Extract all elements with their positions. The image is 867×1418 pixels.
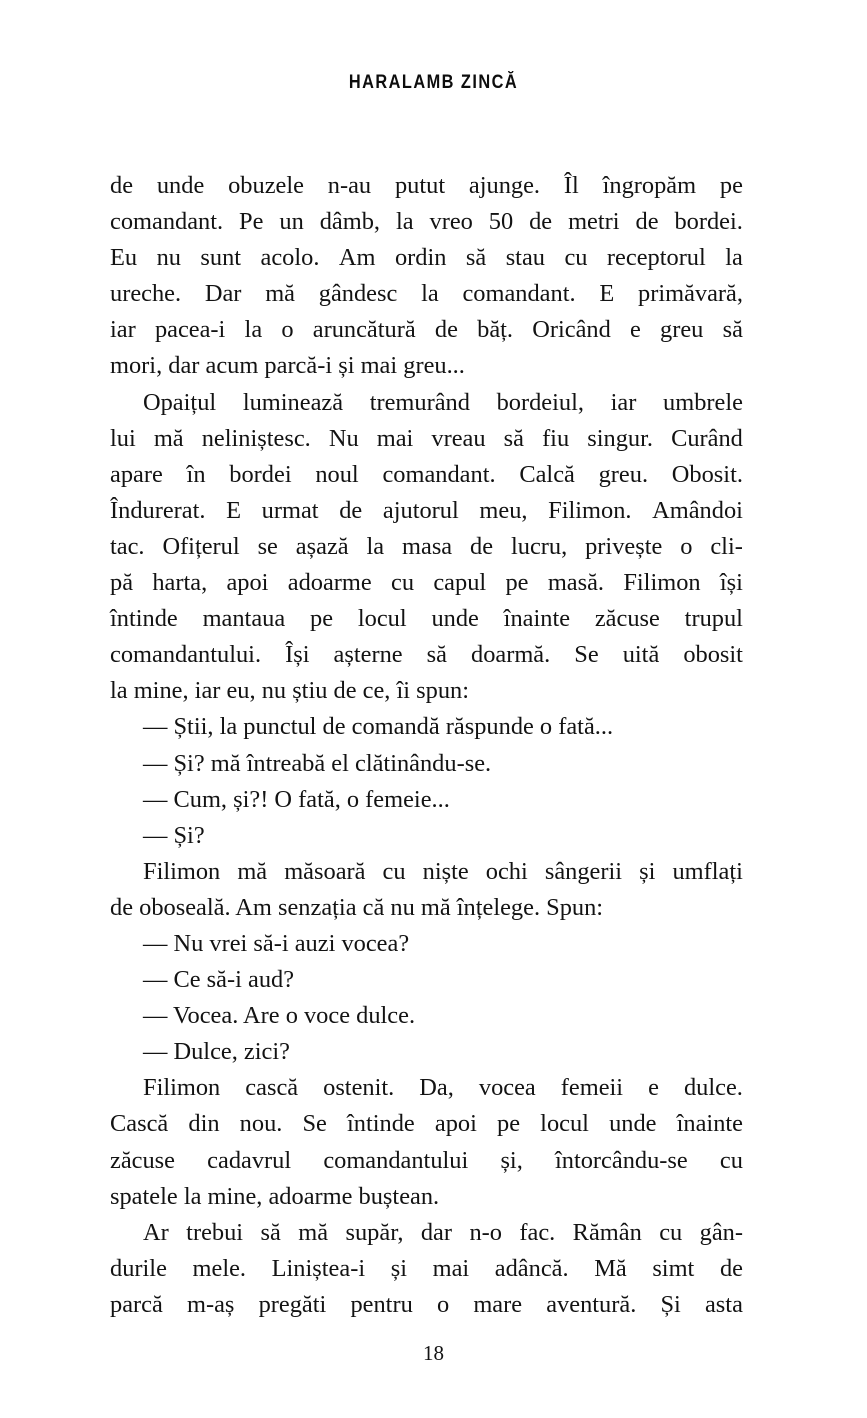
- text-line: [110, 854, 743, 890]
- word: singur.: [587, 424, 653, 452]
- word: gândesc: [318, 280, 398, 308]
- word: Rămân: [572, 1218, 642, 1246]
- text-line: [110, 457, 743, 493]
- word: să: [503, 424, 524, 452]
- dialogue-paragraph: [110, 998, 743, 1034]
- text-line: [110, 421, 743, 457]
- word: nu: [156, 244, 181, 272]
- word: de: [339, 496, 363, 524]
- narrative-paragraph: [110, 168, 743, 385]
- text-line: spatele la mine, adoarme buștean.: [110, 1182, 440, 1210]
- word: comandant.: [462, 280, 576, 308]
- word: doarmă.: [471, 641, 551, 669]
- word: Nu: [328, 424, 359, 452]
- word: obosit: [683, 641, 743, 669]
- word: iar: [610, 388, 637, 416]
- word: de: [635, 208, 659, 236]
- word: acolo.: [260, 244, 320, 272]
- word: mai: [432, 1254, 470, 1282]
- word: primăvară,: [638, 280, 743, 308]
- word: unde: [156, 172, 205, 199]
- word: apoi: [226, 569, 269, 597]
- running-header-author: HARALAMB ZINCĂ: [348, 72, 519, 93]
- word: pe: [497, 1110, 521, 1138]
- word: supăr,: [345, 1218, 404, 1246]
- dialogue-paragraph: [110, 709, 743, 745]
- word: Obosit.: [671, 460, 743, 488]
- word: Eu: [110, 244, 138, 272]
- word: vreo: [429, 208, 473, 236]
- word: Oricând: [532, 316, 611, 344]
- text-line: [110, 1070, 743, 1106]
- word: cli-: [710, 532, 743, 560]
- word: Cască: [110, 1110, 169, 1138]
- text-line: [110, 637, 743, 673]
- word: Ar: [143, 1218, 169, 1246]
- word: vreau: [431, 424, 486, 452]
- word: de: [470, 532, 494, 560]
- word: pe: [719, 172, 743, 199]
- word: greu.: [598, 460, 649, 488]
- word: putut: [394, 172, 446, 199]
- text-line: [110, 385, 743, 421]
- word: mă: [265, 280, 295, 308]
- dialogue-paragraph: [110, 962, 743, 998]
- word: unde: [431, 605, 479, 633]
- word: Pe: [239, 208, 264, 236]
- word: ostenit.: [323, 1074, 395, 1102]
- narrative-paragraph: [110, 385, 743, 710]
- text-line: la mine, iar eu, nu știu de ce, îi spun:: [110, 677, 469, 705]
- word: la: [395, 208, 414, 236]
- word: masa: [402, 532, 453, 560]
- word: dâmb,: [319, 208, 381, 236]
- word: Filimon.: [548, 496, 632, 524]
- word: aventură.: [546, 1290, 637, 1318]
- text-line: [110, 240, 743, 276]
- word: dulce.: [683, 1074, 743, 1102]
- word: băț.: [477, 316, 514, 344]
- word: să: [426, 641, 447, 669]
- word: înainte: [676, 1110, 743, 1138]
- word: pregăti: [258, 1290, 327, 1318]
- word: niște: [422, 857, 469, 885]
- word: comandant.: [110, 208, 224, 236]
- word: bordeiul,: [496, 388, 584, 416]
- word: stau: [505, 244, 545, 272]
- word: întorcându-se: [554, 1146, 688, 1174]
- text-line: [110, 1287, 743, 1323]
- text-line: de oboseală. Am senzația că nu mă înțelege. Spun:: [110, 893, 604, 921]
- word: n-o: [469, 1218, 502, 1246]
- word: durile: [110, 1254, 167, 1282]
- word: de: [110, 172, 134, 199]
- text-line: — Nu vrei să-i auzi vocea?: [143, 929, 410, 957]
- narrative-paragraph: [110, 1070, 743, 1214]
- word: își: [719, 569, 743, 597]
- word: îngropăm: [602, 172, 697, 199]
- word: e: [630, 316, 641, 344]
- text-line: — Dulce, zici?: [143, 1038, 290, 1066]
- word: mantaua: [202, 605, 286, 633]
- word: de: [434, 316, 458, 344]
- dialogue-paragraph: [110, 746, 743, 782]
- word: Se: [574, 641, 599, 669]
- word: metri: [568, 208, 620, 236]
- text-line: [110, 601, 743, 637]
- word: ureche.: [110, 280, 182, 308]
- word: cu: [564, 244, 588, 272]
- word: ordin: [394, 244, 447, 272]
- word: m-aș: [186, 1290, 235, 1318]
- word: unde: [609, 1110, 657, 1138]
- word: cu: [719, 1146, 743, 1174]
- word: luminează: [242, 388, 344, 416]
- word: la: [244, 316, 263, 344]
- text-line: — Ce să-i aud?: [143, 966, 295, 994]
- word: din: [188, 1110, 220, 1138]
- text-line: — Vocea. Are o voce dulce.: [143, 1002, 416, 1030]
- word: vocea: [478, 1074, 536, 1102]
- narrative-paragraph: [110, 1215, 743, 1323]
- word: nou.: [239, 1110, 283, 1138]
- text-line: — Știi, la punctul de comandă răspunde o fată...: [143, 713, 614, 741]
- word: comandantului: [323, 1146, 469, 1174]
- word: Îl: [563, 172, 579, 199]
- word: harta,: [152, 569, 208, 597]
- word: bordei: [229, 460, 292, 488]
- word: întinde: [347, 1110, 415, 1138]
- word: pacea-i: [154, 316, 226, 344]
- body-text-block: [110, 168, 743, 1323]
- text-line: [110, 1106, 743, 1142]
- word: de: [719, 1254, 743, 1282]
- word: o: [436, 1290, 450, 1318]
- word: o: [281, 316, 294, 344]
- text-line: [110, 565, 743, 601]
- word: un: [279, 208, 304, 236]
- word: cu: [659, 1218, 683, 1246]
- narrative-paragraph: [110, 854, 743, 926]
- word: adoarme: [287, 569, 372, 597]
- word: la: [725, 244, 743, 272]
- word: mele.: [192, 1254, 247, 1282]
- word: greu: [660, 316, 704, 344]
- word: obuzele: [228, 172, 304, 199]
- word: apoi: [434, 1110, 477, 1138]
- word: iar: [110, 316, 136, 344]
- word: femeii: [560, 1074, 624, 1102]
- text-line: [110, 204, 743, 240]
- word: mai: [376, 424, 414, 452]
- word: mă: [298, 1218, 329, 1246]
- word: capul: [433, 569, 487, 597]
- word: mare: [473, 1290, 523, 1318]
- text-line: [110, 1143, 743, 1179]
- word: neliniștesc.: [201, 424, 311, 452]
- word: gân-: [699, 1218, 743, 1246]
- word: Îndurerat.: [110, 496, 206, 524]
- word: cadavrul: [207, 1146, 292, 1174]
- word: fac.: [519, 1218, 556, 1246]
- word: înainte: [503, 605, 571, 633]
- word: asta: [704, 1290, 743, 1318]
- word: masă.: [547, 569, 605, 597]
- word: tremurând: [369, 388, 470, 416]
- word: o: [680, 532, 693, 560]
- word: la: [421, 280, 439, 308]
- word: meu,: [479, 496, 528, 524]
- dialogue-paragraph: [110, 1034, 743, 1070]
- text-line: [110, 1215, 743, 1251]
- word: măsoară: [284, 857, 366, 885]
- text-line: [110, 276, 743, 312]
- word: parcă: [110, 1290, 163, 1318]
- word: apare: [110, 460, 163, 488]
- word: la: [366, 532, 385, 560]
- word: simt: [652, 1254, 695, 1282]
- text-line: [110, 168, 743, 204]
- text-line: [110, 1251, 743, 1287]
- word: ajutorul: [382, 496, 459, 524]
- word: n-au: [327, 172, 372, 199]
- text-line: [110, 312, 743, 348]
- word: Dar: [204, 280, 242, 308]
- word: și: [639, 857, 656, 885]
- text-line: [110, 493, 743, 529]
- word: uită: [622, 641, 660, 669]
- text-line: — Și?: [143, 821, 205, 849]
- word: zăcuse: [594, 605, 660, 633]
- word: noul: [315, 460, 359, 488]
- word: lucru,: [510, 532, 568, 560]
- word: pe: [505, 569, 529, 597]
- word: comandant.: [382, 460, 496, 488]
- text-line: [110, 529, 743, 565]
- word: e: [648, 1074, 659, 1102]
- word: umbrele: [663, 388, 743, 416]
- word: privește: [585, 532, 663, 560]
- word: aruncătură: [312, 316, 416, 344]
- word: trebui: [186, 1218, 244, 1246]
- word: E: [599, 280, 615, 308]
- dialogue-paragraph: [110, 818, 743, 854]
- word: lui: [110, 424, 136, 452]
- word: pentru: [350, 1290, 413, 1318]
- word: Mă: [594, 1254, 627, 1282]
- word: să: [260, 1218, 281, 1246]
- word: să: [722, 316, 743, 344]
- word: să: [465, 244, 487, 272]
- word: pă: [110, 569, 134, 597]
- word: și,: [500, 1146, 523, 1174]
- word: se: [257, 532, 278, 560]
- word: umflați: [672, 857, 743, 885]
- word: locul: [540, 1110, 589, 1138]
- word: și: [390, 1254, 407, 1282]
- text-line: — Cum, și?! O fată, o femeie...: [143, 785, 450, 813]
- word: Se: [302, 1110, 327, 1138]
- word: mă: [237, 857, 268, 885]
- word: așază: [295, 532, 349, 560]
- word: Curând: [671, 424, 743, 452]
- word: cu: [382, 857, 406, 885]
- word: tac.: [110, 532, 145, 560]
- word: mă: [153, 424, 184, 452]
- word: Am: [338, 244, 376, 272]
- word: fiu: [542, 424, 570, 452]
- word: Da,: [419, 1074, 454, 1102]
- word: Liniștea-i: [271, 1254, 366, 1282]
- word: Filimon: [143, 1074, 221, 1102]
- word: urmat: [261, 496, 319, 524]
- word: locul: [357, 605, 407, 633]
- word: Opaițul: [143, 388, 217, 416]
- word: ochi: [485, 857, 528, 885]
- word: Filimon: [143, 857, 221, 885]
- word: E: [226, 496, 242, 524]
- word: Ofițerul: [162, 532, 240, 560]
- text-line: mori, dar acum parcă-i și mai greu...: [110, 352, 465, 380]
- word: 50: [488, 208, 514, 236]
- word: întinde: [110, 605, 178, 633]
- word: Calcă: [519, 460, 575, 488]
- word: Amândoi: [652, 496, 743, 524]
- page-number: 18: [423, 1341, 444, 1365]
- word: de: [529, 208, 553, 236]
- word: cască: [245, 1074, 299, 1102]
- dialogue-paragraph: [110, 926, 743, 962]
- word: așterne: [333, 641, 403, 669]
- word: bordei.: [674, 208, 743, 236]
- dialogue-paragraph: [110, 782, 743, 818]
- word: receptorul: [606, 244, 706, 272]
- word: sunt: [200, 244, 242, 272]
- word: pe: [310, 605, 334, 633]
- word: zăcuse: [110, 1146, 175, 1174]
- word: Își: [285, 641, 310, 669]
- word: comandantului.: [110, 641, 262, 669]
- text-line: — Și? mă întreabă el clătinându-se.: [143, 749, 492, 777]
- word: în: [186, 460, 206, 488]
- word: ajunge.: [468, 172, 541, 199]
- word: trupul: [684, 605, 743, 633]
- word: dar: [420, 1218, 453, 1246]
- word: Filimon: [623, 569, 701, 597]
- word: sângerii: [544, 857, 623, 885]
- word: cu: [391, 569, 415, 597]
- word: adâncă.: [494, 1254, 569, 1282]
- word: Și: [660, 1290, 681, 1318]
